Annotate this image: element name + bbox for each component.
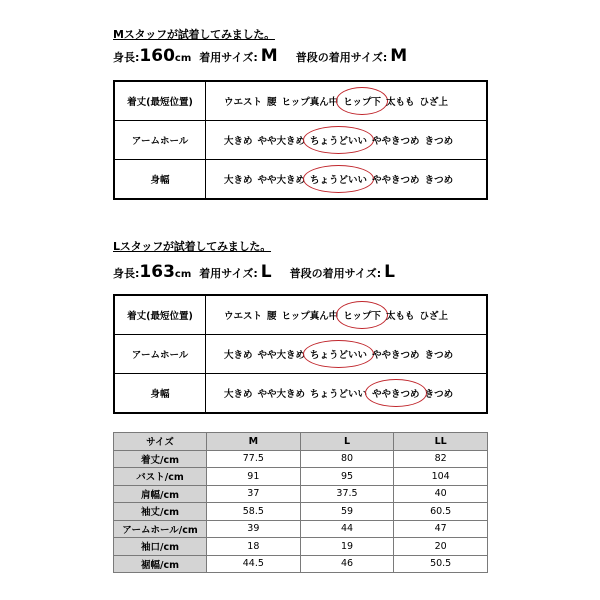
cell-value: 104: [394, 468, 488, 486]
fit-row: [115, 296, 486, 335]
table-row: [114, 468, 488, 486]
cell-value: 37: [207, 485, 301, 503]
fit-row-label: 着丈(最短位置): [115, 296, 206, 334]
fit-option: ややきつめ: [372, 136, 420, 147]
row-label: 肩幅/cm: [114, 485, 207, 503]
staff-l-stats: [113, 262, 395, 282]
fit-options: [206, 121, 486, 159]
fit-option: 大きめ: [224, 136, 253, 147]
table-row: [114, 555, 488, 573]
row-label: 裾幅/cm: [114, 555, 207, 573]
height-value: 163: [139, 262, 175, 282]
fit-option: 腰: [267, 311, 277, 322]
wear-size-value: L: [260, 262, 272, 282]
fit-option: やや大きめ: [257, 350, 306, 361]
fit-option: 大きめ: [224, 350, 253, 361]
fit-options: [206, 296, 486, 334]
fit-row: [115, 82, 486, 121]
size-table-header-row: [114, 433, 488, 451]
cell-value: 80: [300, 450, 394, 468]
row-label: バスト/cm: [114, 468, 207, 486]
fit-option: ややきつめ: [372, 175, 420, 186]
fit-option: やや大きめ: [257, 136, 306, 147]
cell-value: 37.5: [300, 485, 394, 503]
height-unit: cm: [174, 269, 192, 280]
fit-options: [206, 160, 486, 198]
fit-option: 腰: [267, 97, 277, 108]
cell-value: 40: [394, 485, 488, 503]
fit-option-selected: ヒップ下: [343, 308, 381, 322]
fit-option: 太もも: [385, 97, 415, 108]
cell-value: 39: [207, 520, 301, 538]
cell-value: 91: [207, 468, 301, 486]
wear-size-value: M: [260, 46, 278, 66]
fit-option-selected: ちょうどいい: [310, 133, 367, 147]
height-value: 160: [139, 46, 175, 66]
table-row: [114, 538, 488, 556]
usual-size-label: 普段の着用サイズ:: [289, 267, 382, 280]
height-label: 身長:: [113, 51, 140, 64]
row-label: アームホール/cm: [114, 520, 207, 538]
row-label: 袖口/cm: [114, 538, 207, 556]
usual-size-value: L: [384, 262, 396, 282]
height-unit: cm: [174, 53, 192, 64]
table-row: [114, 450, 488, 468]
fit-option: ひざ上: [419, 97, 448, 108]
cell-value: 47: [394, 520, 488, 538]
fit-option: きつめ: [424, 136, 454, 147]
fit-options: [206, 374, 486, 412]
fit-option: ウエスト: [224, 97, 263, 108]
cell-value: 44: [300, 520, 394, 538]
fit-option: やや大きめ: [257, 389, 306, 400]
fit-option: ヒップ真ん中: [281, 97, 339, 108]
fit-row: [115, 335, 486, 374]
cell-value: 95: [300, 468, 394, 486]
cell-value: 44.5: [207, 555, 301, 573]
fit-row: [115, 121, 486, 160]
fit-option-selected: ややきつめ: [372, 386, 420, 400]
fit-row: [115, 374, 486, 412]
row-label: 着丈/cm: [114, 450, 207, 468]
height-label: 身長:: [113, 267, 140, 280]
staff-m-stats: [113, 46, 407, 66]
fit-row-label: アームホール: [115, 335, 206, 373]
table-row: [114, 485, 488, 503]
fit-option-selected: ヒップ下: [343, 94, 381, 108]
fit-option: 大きめ: [224, 175, 253, 186]
fit-option: ひざ上: [419, 311, 448, 322]
fit-option: ちょうどいい: [310, 389, 368, 400]
fit-option: ややきつめ: [372, 350, 420, 361]
header-ll: LL: [394, 433, 488, 451]
cell-value: 60.5: [394, 503, 488, 521]
fit-option: ヒップ真ん中: [281, 311, 339, 322]
header-l: L: [300, 433, 394, 451]
fit-option: きつめ: [424, 175, 454, 186]
fit-option: 太もも: [385, 311, 415, 322]
fit-row-label: 身幅: [115, 160, 206, 198]
cell-value: 46: [300, 555, 394, 573]
wear-size-label: 着用サイズ:: [199, 51, 258, 64]
fit-row: [115, 160, 486, 198]
table-row: [114, 520, 488, 538]
cell-value: 59: [300, 503, 394, 521]
header-size: サイズ: [114, 433, 207, 451]
staff-l-fit-table: [113, 294, 488, 414]
usual-size-label: 普段の着用サイズ:: [295, 51, 388, 64]
fit-option: きつめ: [424, 350, 454, 361]
cell-value: 50.5: [394, 555, 488, 573]
fit-option: 大きめ: [224, 389, 253, 400]
fit-row-label: アームホール: [115, 121, 206, 159]
cell-value: 19: [300, 538, 394, 556]
row-label: 袖丈/cm: [114, 503, 207, 521]
staff-m-heading: Mスタッフが試着してみました。: [113, 28, 275, 41]
fit-row-label: 身幅: [115, 374, 206, 412]
staff-m-fit-table: [113, 80, 488, 200]
cell-value: 20: [394, 538, 488, 556]
fit-options: [206, 82, 486, 120]
staff-l-heading: Lスタッフが試着してみました。: [113, 240, 272, 253]
cell-value: 77.5: [207, 450, 301, 468]
table-row: [114, 503, 488, 521]
cell-value: 82: [394, 450, 488, 468]
fit-option-selected: ちょうどいい: [310, 347, 367, 361]
fit-row-label: 着丈(最短位置): [115, 82, 206, 120]
usual-size-value: M: [390, 46, 408, 66]
fit-option: きつめ: [424, 389, 454, 400]
wear-size-label: 着用サイズ:: [199, 267, 258, 280]
fit-option-selected: ちょうどいい: [310, 172, 367, 186]
cell-value: 18: [207, 538, 301, 556]
size-table: [113, 432, 488, 573]
fit-option: ウエスト: [224, 311, 263, 322]
cell-value: 58.5: [207, 503, 301, 521]
fit-options: [206, 335, 486, 373]
fit-option: やや大きめ: [257, 175, 306, 186]
header-m: M: [207, 433, 301, 451]
